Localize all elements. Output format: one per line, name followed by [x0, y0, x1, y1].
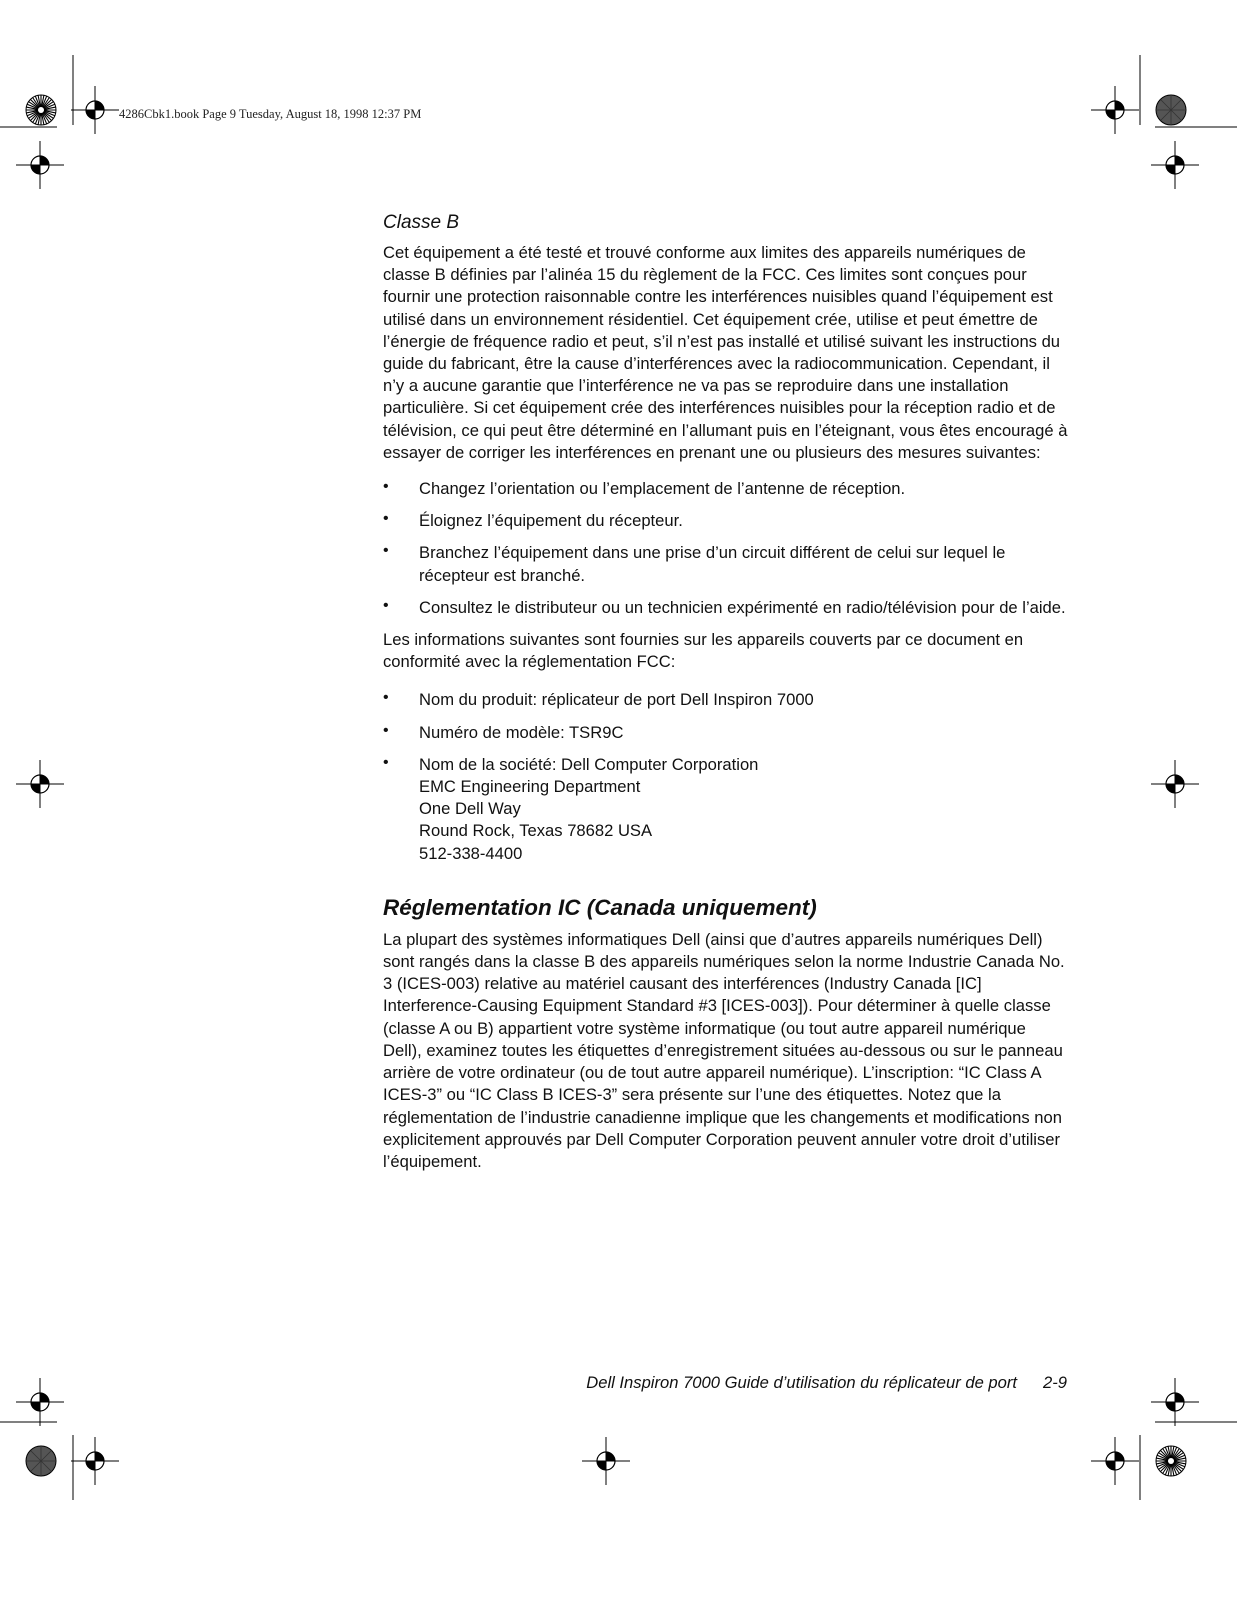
list-item: • Branchez l’équipement dans une prise d’un circuit différent de celui sur lequel le récepteur est branché.	[383, 542, 1006, 585]
bullet-icon: •	[383, 596, 389, 614]
info-paragraph: Les informations suivantes sont fournies sur les appareils couverts par ce document en conformité avec la réglementation FCC:	[383, 630, 1024, 672]
classe-b-heading: Classe B	[383, 212, 460, 233]
page-number: 2-9	[1043, 1373, 1067, 1392]
product-info-list	[383, 689, 1068, 864]
bullet-icon: •	[383, 510, 389, 528]
list-item: • Éloignez l’équipement du récepteur.	[383, 510, 683, 531]
company-address: • Nom de la société: Dell Computer Corporation EMC Engineering Department One Dell Way Round Rock, Texas 78682 USA 512-338-4400	[383, 753, 759, 863]
ic-heading: Réglementation IC (Canada uniquement)	[383, 894, 817, 920]
ic-paragraph: La plupart des systèmes informatiques Dell (ainsi que d’autres appareils numériques Dell) sont rangés dans la classe B des appareils numériques selon la norme Industrie Canada No. 3 (ICES-003) relative au matériel causant des interférences (Industry Canada [IC] Interference-Causing Equipment Standard #3 [ICES-003]). Pour déterminer à quelle classe (classe A ou B) appartient votre système informatique (ou tout autre appareil numérique Dell), examinez toutes les étiquettes d’enregistrement situées au-dessous ou sur le panneau arrière de votre ordinateur (ou de tout autre appareil numérique). L’inscription: “IC Class A ICES-3” ou “IC Class B ICES-3” sera présente sur l’une des étiquettes. Notez que la réglementation de l’industrie canadienne implique que les changements et modifications non explicitement approuvés par Dell Computer Corporation peuvent annuler votre droit d’utiliser l’équipement.	[383, 929, 1065, 1171]
list-item: • Changez l’orientation ou l’emplacement de l’antenne de réception.	[383, 478, 906, 499]
print-slug: 4286Cbk1.book Page 9 Tuesday, August 18, 1998 12:37 PM	[119, 107, 422, 121]
bullet-icon: •	[383, 689, 389, 707]
list-item: • Consultez le distributeur ou un technicien expérimenté en radio/télévision pour de l’aide.	[383, 596, 1066, 617]
measures-list	[383, 478, 1068, 619]
bullet-icon: •	[383, 542, 389, 560]
page-content	[383, 210, 1068, 1173]
page-footer	[586, 1373, 1067, 1393]
footer-title: Dell Inspiron 7000 Guide d’utilisation du réplicateur de port	[586, 1373, 1018, 1392]
bullet-icon: •	[383, 753, 389, 771]
list-item: • Numéro de modèle: TSR9C	[383, 721, 624, 742]
bullet-icon: •	[383, 721, 389, 739]
list-item: • Nom du produit: réplicateur de port Dell Inspiron 7000	[383, 689, 814, 710]
bullet-icon: •	[383, 478, 389, 496]
classe-b-paragraph: Cet équipement a été testé et trouvé conforme aux limites des appareils numériques de classe B définies par l’alinéa 15 du règlement de la FCC. Ces limites sont conçues pour fournir une protection raisonnable contre les interférences nuisibles quand l’équipement est utilisé dans un environnement résidentiel. Cet équipement crée, utilise et peut émettre de l’énergie de fréquence radio et peut, s’il n’est pas installé et utilisé suivant les instructions du guide du fabricant, être la cause d’interférences avec la radiocommunication. Cependant, il n’y a aucune garantie que l’interférence ne va pas se reproduire dans une installation particulière. Si cet équipement crée des interférences nuisibles pour la réception radio et de télévision, ce qui peut être déterminé en l’allumant puis en l’éteignant, vous êtes encouragé à essayer de corriger les interférences en prenant une ou plusieurs des mesures suivantes:	[383, 243, 1068, 462]
